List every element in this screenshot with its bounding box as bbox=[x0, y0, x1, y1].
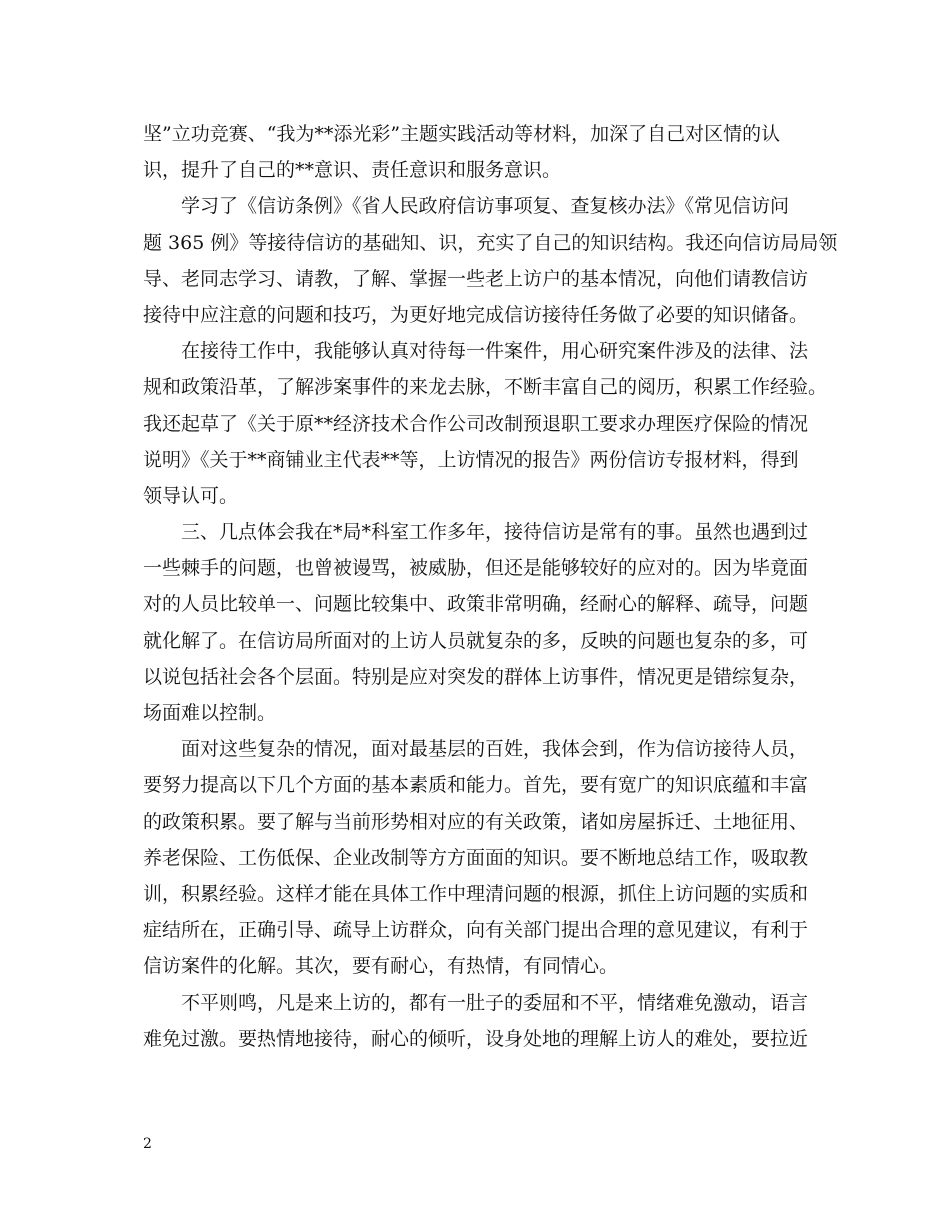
text-line: 难免过激。要热情地接待，耐心的倾听，设身处地的理解上访人的难处，要拉近 bbox=[143, 1027, 809, 1050]
document-body bbox=[143, 116, 838, 1057]
text-line: 在接待工作中，我能够认真对待每一件案件，用心研究案件涉及的法律、法 bbox=[181, 340, 809, 363]
text-line: 信访案件的化解。其次，要有耐心，有热情，有同情心。 bbox=[143, 955, 619, 978]
text-line: 一些棘手的问题，也曾被谩骂，被威胁，但还是能够较好的应对的。因为毕竟面 bbox=[143, 557, 809, 580]
text-line: 学习了《信访条例》《省人民政府信访事项复、查复核办法》《常见信访问 bbox=[181, 195, 790, 218]
text-line: 的政策积累。要了解与当前形势相对应的有关政策，诸如房屋拆迁、土地征用、 bbox=[143, 810, 809, 833]
text-line: 接待中应注意的问题和技巧，为更好地完成信访接待任务做了必要的知识储备。 bbox=[143, 303, 809, 326]
text-line: 说明》《关于**商铺业主代表**等，上访情况的报告》两份信访专报材料，得到 bbox=[143, 448, 799, 471]
page-number: 2 bbox=[143, 1136, 152, 1152]
text-line: 场面难以控制。 bbox=[143, 702, 277, 724]
paragraph-reception-work bbox=[143, 333, 828, 514]
text-line: 领导认可。 bbox=[143, 484, 239, 507]
text-line: 对的人员比较单一、问题比较集中、政策非常明确，经耐心的解释、疏导，问题 bbox=[143, 593, 809, 616]
text-line: 症结所在，正确引导、疏导上访群众，向有关部门提出合理的意见建议，有利于 bbox=[143, 919, 809, 942]
text-line: 就化解了。在信访局所面对的上访人员就复杂的多，反映的问题也复杂的多，可 bbox=[143, 629, 809, 652]
text-line: 题 365 例》等接待信访的基础知、识，充实了自己的知识结构。我还向信访局局领 bbox=[143, 231, 838, 254]
text-line: 面对这些复杂的情况，面对最基层的百姓，我体会到，作为信访接待人员， bbox=[181, 738, 809, 761]
paragraph-experience bbox=[143, 514, 809, 731]
text-line: 不平则鸣，凡是来上访的，都有一肚子的委屈和不平，情绪难免激动，语言 bbox=[181, 991, 809, 1014]
text-line: 我还起草了《关于原**经济技术合作公司改制预退职工要求办理医疗保险的情况 bbox=[143, 412, 809, 435]
paragraph-patience bbox=[143, 985, 809, 1057]
text-line: 导、老同志学习、请教，了解、掌握一些老上访户的基本情况，向他们请教信访 bbox=[143, 267, 809, 290]
paragraph-study bbox=[143, 188, 838, 333]
text-line: 三、几点体会我在*局*科室工作多年，接待信访是常有的事。虽然也遇到过 bbox=[181, 521, 809, 544]
text-line: 养老保险、工伤低保、企业改制等方方面面的知识。要不断地总结工作，吸取教 bbox=[143, 846, 809, 869]
text-line: 识，提升了自己的**意识、责任意识和服务意识。 bbox=[143, 159, 562, 182]
text-line: 规和政策沿革，了解涉案事件的来龙去脉，不断丰富自己的阅历，积累工作经验。 bbox=[143, 376, 828, 399]
paragraph-qualities bbox=[143, 731, 809, 984]
text-line: 坚”立功竞赛、“我为**添光彩”主题实践活动等材料，加深了自己对区情的认 bbox=[143, 123, 781, 145]
text-line: 以说包括社会各个层面。特别是应对突发的群体上访事件，情况更是错综复杂， bbox=[143, 665, 809, 688]
text-line: 要努力提高以下几个方面的基本素质和能力。首先，要有宽广的知识底蕴和丰富 bbox=[143, 774, 809, 797]
text-line: 训，积累经验。这样才能在具体工作中理清问题的根源，抓住上访问题的实质和 bbox=[143, 882, 809, 905]
paragraph-continuation bbox=[143, 116, 809, 188]
